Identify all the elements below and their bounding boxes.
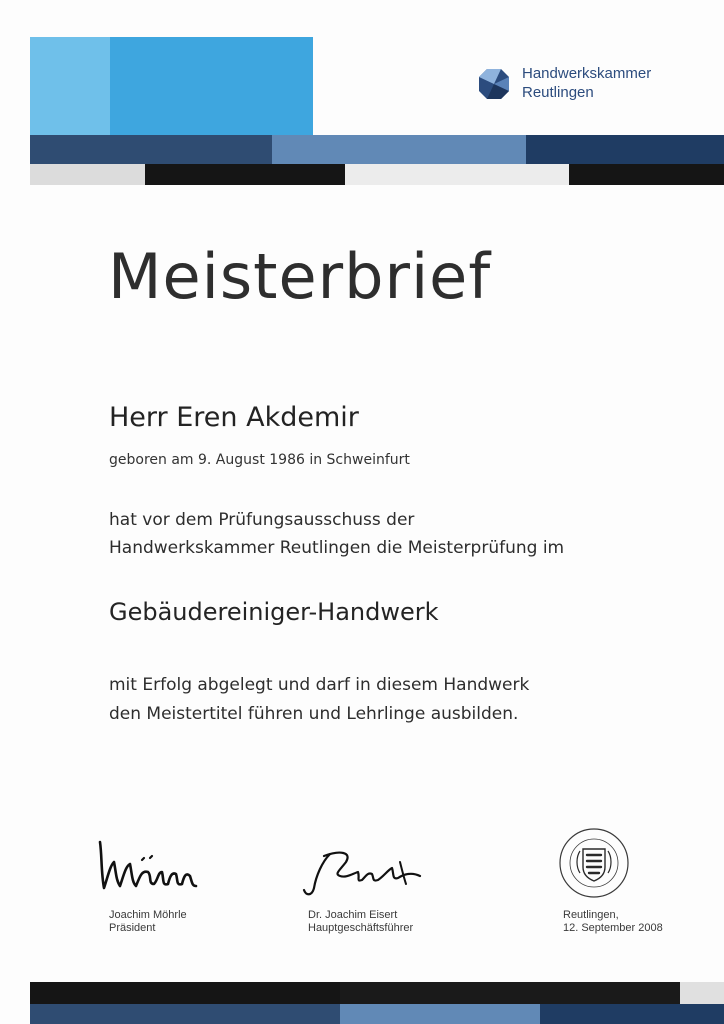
header-band (569, 164, 724, 185)
header-band (345, 164, 569, 185)
recipient-name: Herr Eren Akdemir (109, 402, 359, 433)
header-band (145, 164, 345, 185)
header-band (30, 135, 272, 164)
signature-caption-managing-director: Dr. Joachim Eisert Hauptgeschäftsführer (308, 909, 414, 934)
footer-band (30, 982, 340, 1004)
result-line-2: den Meistertitel führen und Lehrlinge ausbilden. (109, 704, 519, 724)
header-band (30, 164, 145, 185)
footer-band (340, 982, 680, 1004)
footer-band (30, 1004, 340, 1024)
footer-band (340, 1004, 540, 1024)
signature-president (96, 836, 206, 896)
exam-line-1: hat vor dem Prüfungsausschuss der (109, 510, 415, 530)
footer-band (540, 1004, 724, 1024)
header-block-light (30, 37, 110, 135)
signature-managing-director (300, 848, 435, 900)
footer-band (680, 982, 724, 1004)
signature-caption-president: Joachim Möhrle Präsident (109, 909, 187, 934)
place-date: Reutlingen, 12. September 2008 (563, 909, 663, 934)
birth-line: geboren am 9. August 1986 in Schweinfurt (109, 452, 410, 468)
official-seal (558, 827, 630, 899)
chamber-logo-icon (478, 68, 510, 100)
header-band (526, 135, 724, 164)
exam-line-2: Handwerkskammer Reutlingen die Meisterprüfung im (109, 538, 565, 558)
certificate-title: Meisterbrief (108, 240, 492, 313)
issuer-name: Handwerkskammer Reutlingen (522, 65, 652, 101)
result-line-1: mit Erfolg abgelegt und darf in diesem Handwerk (109, 675, 530, 695)
trade-name: Gebäudereiniger-Handwerk (109, 598, 439, 626)
header-block-blue (110, 37, 313, 135)
header-band (272, 135, 526, 164)
